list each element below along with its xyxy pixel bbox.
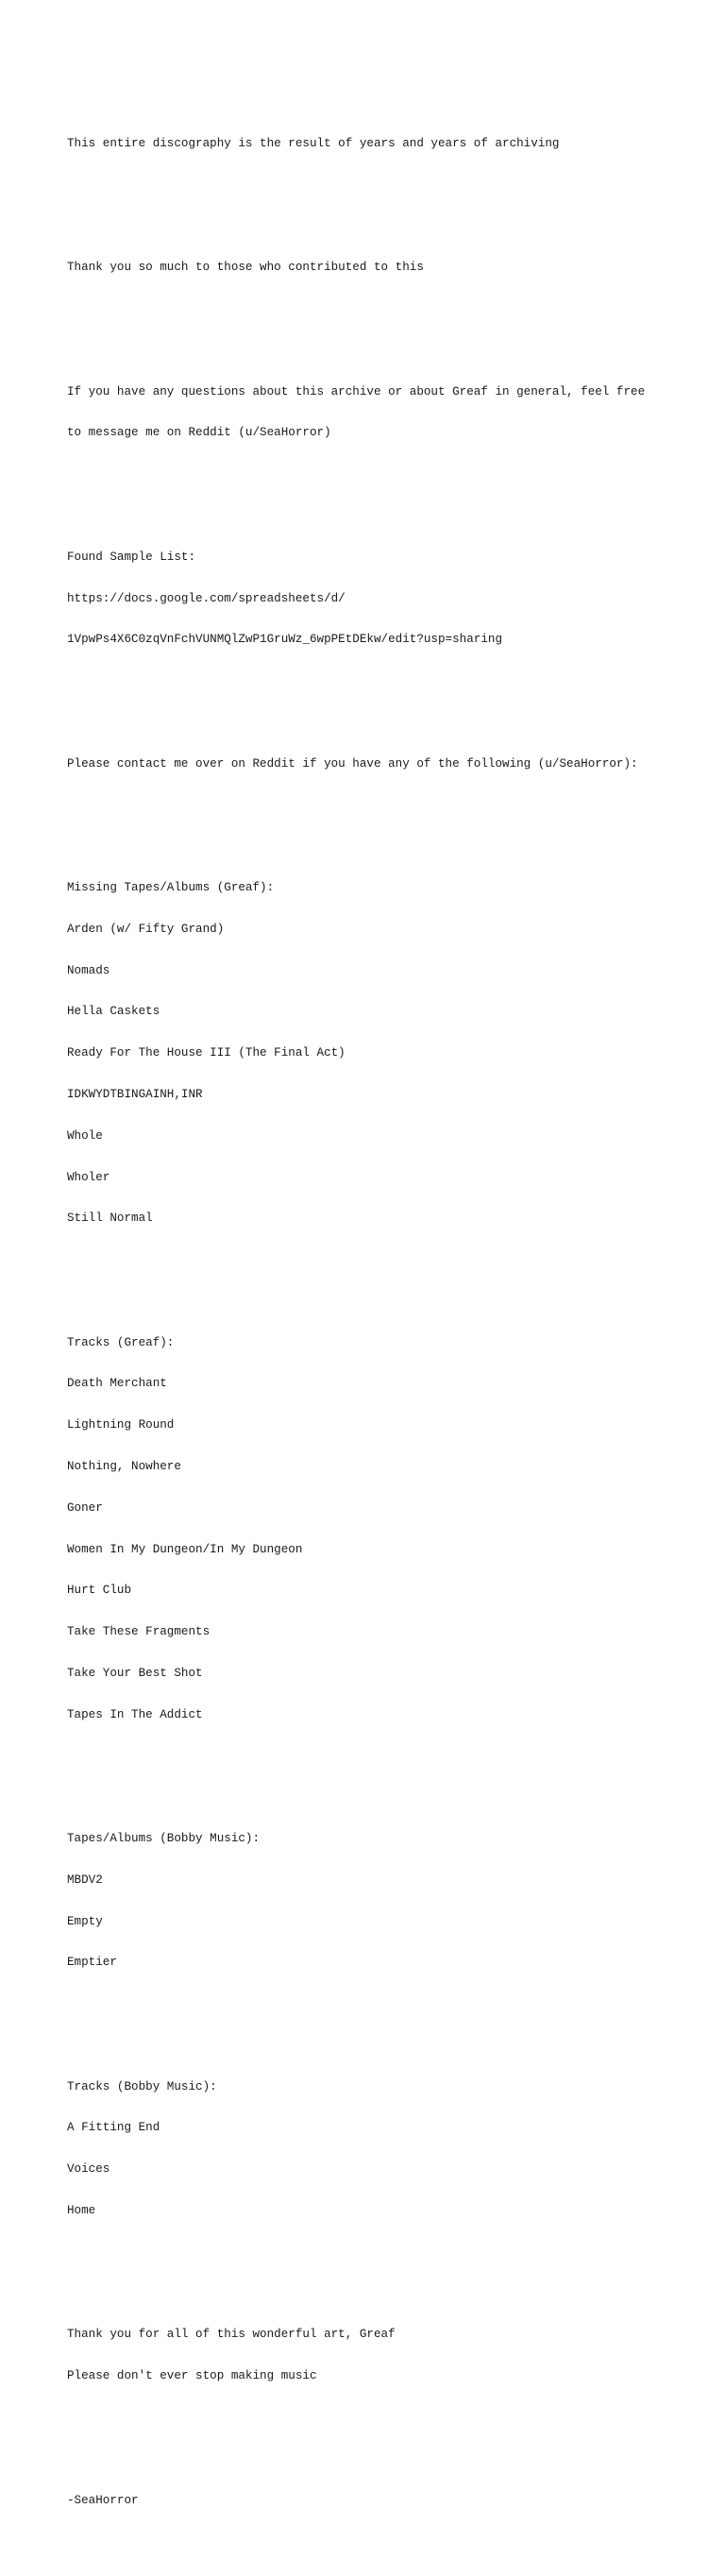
tapes-bobby-music-section [67,1805,671,1997]
list-item: Wholer [67,1170,110,1184]
questions-paragraph [67,357,671,467]
contact-text: Please contact me over on Reddit if you have any of the following (u/SeaHorror): [67,756,638,771]
closing-line-1: Thank you for all of this wonderful art, Greaf [67,2328,396,2342]
section-heading: Tracks (Greaf): [67,1335,175,1349]
list-item: Take Your Best Shot [67,1666,203,1680]
document-body [67,68,671,2576]
signature: -SeaHorror [67,2493,139,2507]
section-heading: Tracks (Bobby Music): [67,2079,217,2093]
sample-list-label: Found Sample List: [67,550,196,564]
contact-paragraph [67,730,671,799]
list-item: Home [67,2204,96,2218]
section-heading: Missing Tapes/Albums (Greaf): [67,881,275,895]
list-item: Whole [67,1128,103,1143]
signature-paragraph [67,2466,671,2534]
list-item: MBDV2 [67,1873,103,1887]
list-item: Ready For The House III (The Final Act) [67,1046,346,1060]
sample-list-paragraph [67,523,671,675]
list-item: Nomads [67,963,110,977]
tracks-greaf-section [67,1308,671,1749]
questions-line-2: to message me on Reddit (u/SeaHorror) [67,426,331,440]
list-item: Voices [67,2162,110,2177]
list-item: Nothing, Nowhere [67,1459,181,1473]
list-item: Take These Fragments [67,1625,211,1639]
list-item: Arden (w/ Fifty Grand) [67,922,225,936]
list-item: Empty [67,1914,103,1928]
sample-list-url-line-1: https://docs.google.com/spreadsheets/d/ [67,591,346,605]
thanks-text: Thank you so much to those who contributed to this [67,261,424,275]
tracks-bobby-music-section [67,2053,671,2246]
list-item: A Fitting End [67,2121,160,2135]
list-item: Still Normal [67,1212,153,1226]
list-item: IDKWYDTBINGAINH,INR [67,1087,203,1101]
thanks-paragraph [67,233,671,302]
list-item: Women In My Dungeon/In My Dungeon [67,1542,303,1556]
list-item: Hella Caskets [67,1005,160,1019]
list-item: Tapes In The Addict [67,1707,203,1721]
sample-list-url-line-2: 1VpwPs4X6C0zqVnFchVUNMQlZwP1GruWz_6wpPEtDEkw/edit?usp=sharing [67,633,503,647]
intro-text: This entire discography is the result of years and years of archiving [67,136,560,150]
intro-paragraph [67,110,671,178]
list-item: Goner [67,1500,103,1515]
closing-line-2: Please don't ever stop making music [67,2369,317,2383]
list-item: Hurt Club [67,1584,132,1598]
list-item: Death Merchant [67,1377,167,1391]
questions-line-1: If you have any questions about this archive or about Greaf in general, feel free [67,384,646,398]
list-item: Emptier [67,1956,117,1970]
section-heading: Tapes/Albums (Bobby Music): [67,1832,261,1845]
list-item: Lightning Round [67,1418,175,1432]
missing-tapes-greaf-section [67,854,671,1253]
closing-paragraph [67,2300,671,2411]
